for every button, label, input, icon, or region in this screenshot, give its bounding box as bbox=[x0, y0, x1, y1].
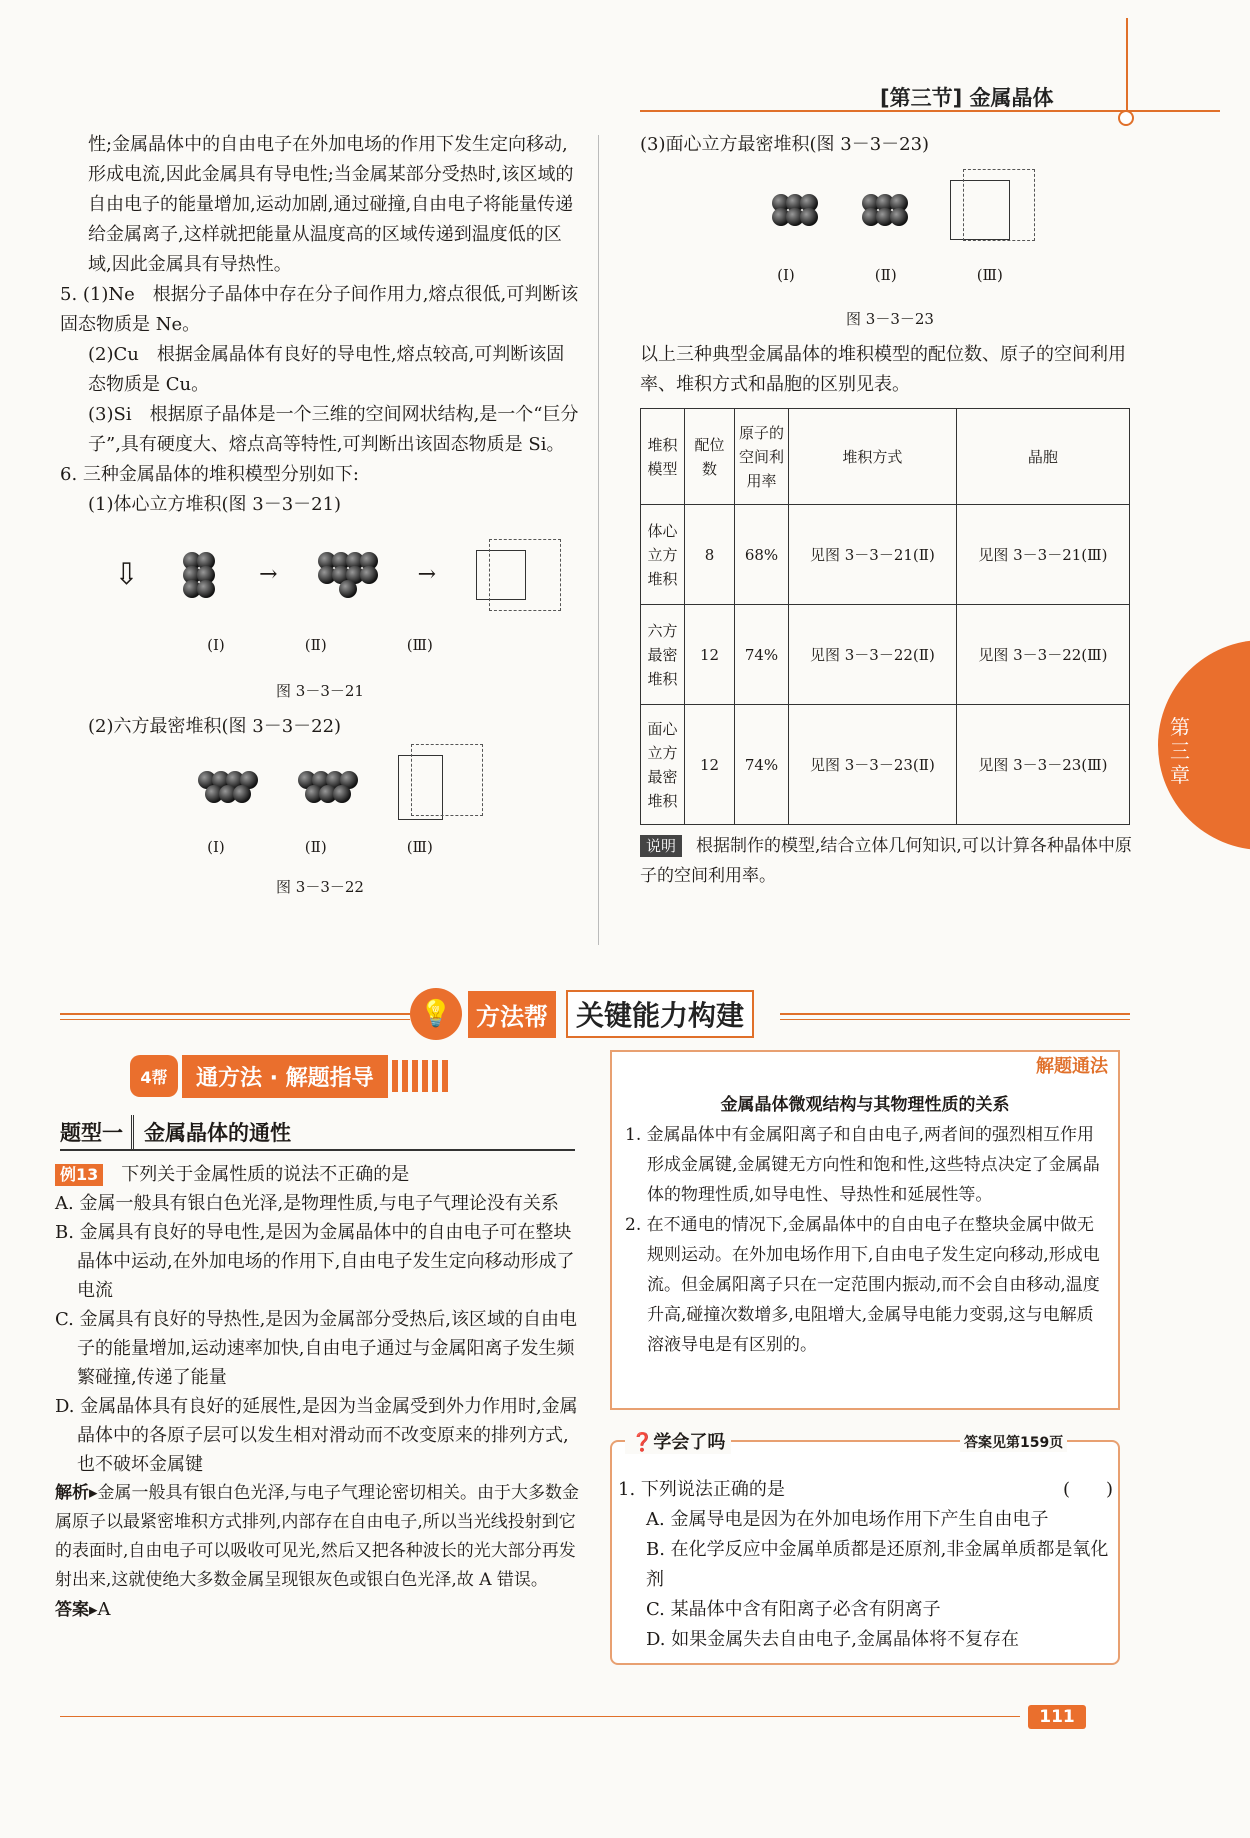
sub-badge: 4帮 bbox=[130, 1055, 178, 1097]
paragraph: 以上三种典型金属晶体的堆积模型的配位数、原子的空间利用率、堆积方式和晶胞的区别见表。 bbox=[640, 344, 1126, 395]
figure-caption: 图 3－3－21 bbox=[276, 682, 364, 700]
answer-label: 答案▸ bbox=[55, 1600, 98, 1620]
figure-labels bbox=[60, 630, 580, 660]
right-arrow-icon: → bbox=[259, 562, 278, 587]
table-cell: 12 bbox=[685, 605, 735, 705]
note-tag: 说明 bbox=[640, 835, 682, 857]
paragraph: (2)Cu 根据金属晶体有良好的导电性,熔点较高,可判断该固态物质是 Cu。 bbox=[88, 344, 565, 395]
type-title bbox=[60, 1115, 575, 1151]
table-header-cell: 配位数 bbox=[685, 409, 735, 505]
table-header-row bbox=[641, 409, 1130, 505]
fig-label: (Ⅱ) bbox=[304, 838, 327, 856]
paragraph: (2)六方最密堆积(图 3－3－22) bbox=[88, 716, 342, 737]
type-label: 题型一 bbox=[60, 1115, 134, 1149]
section-header: [第三节] 金属晶体 bbox=[880, 86, 1054, 110]
note bbox=[640, 831, 1140, 891]
section-banner bbox=[60, 985, 1130, 1045]
unit-cell-image bbox=[950, 180, 1010, 240]
atom-stack-image bbox=[318, 554, 378, 596]
table-row bbox=[641, 705, 1130, 825]
quiz-head bbox=[625, 1428, 731, 1454]
table-cell: 见图 3－3－21(Ⅱ) bbox=[789, 505, 957, 605]
header-dot-icon bbox=[1118, 110, 1134, 126]
paragraph: (3)面心立方最密堆积(图 3－3－23) bbox=[640, 134, 930, 155]
stripes-decoration bbox=[392, 1060, 452, 1092]
quiz-option: A. 金属导电是因为在外加电场作用下产生自由电子 bbox=[646, 1509, 1049, 1530]
table-cell: 8 bbox=[685, 505, 735, 605]
method-content bbox=[625, 1090, 1105, 1360]
paragraph: 性;金属晶体中的自由电子在外加电场的作用下发生定向移动,形成电流,因此金属具有导电性;当金属某部分受热时,该区域的自由电子的能量增加,运动加剧,通过碰撞,自由电子将能量传递给金属离子,这样就把能量从温度高的区域传递到温度低的区域,因此金属具有导热性。 bbox=[88, 134, 574, 275]
table-cell: 见图 3－3－21(Ⅲ) bbox=[956, 505, 1129, 605]
right-column bbox=[640, 130, 1140, 891]
method-item: 2. 在不通电的情况下,金属晶体中的自由电子在整块金属中做无规则运动。在外加电场作用下,自由电子发生定向移动,形成电流。但金属阳离子只在一定范围内振动,而不会自由移动,温度升高,碰撞次数增多,电阻增大,金属导电能力变弱,这与电解质溶液导电是有区别的。 bbox=[625, 1215, 1100, 1355]
paragraph: (1)体心立方堆积(图 3－3－21) bbox=[88, 494, 342, 515]
quiz-option: B. 在化学反应中金属单质都是还原剂,非金属单质都是氧化剂 bbox=[646, 1539, 1109, 1590]
table-header-cell: 堆积模型 bbox=[641, 409, 685, 505]
table-cell: 体心立方堆积 bbox=[641, 505, 685, 605]
table-cell: 见图 3－3－22(Ⅱ) bbox=[789, 605, 957, 705]
example-tag: 例13 bbox=[55, 1164, 103, 1186]
fig-label: (Ⅱ) bbox=[874, 266, 897, 284]
figure-labels bbox=[60, 832, 580, 862]
method-tag: 解题通法 bbox=[1036, 1056, 1108, 1077]
fig-label: (Ⅲ) bbox=[406, 838, 433, 856]
left-column bbox=[60, 130, 580, 908]
banner-part1: 方法帮 bbox=[468, 991, 556, 1038]
fig-label: (Ⅲ) bbox=[976, 266, 1003, 284]
quiz-option: C. 某晶体中含有阳离子必含有阴离子 bbox=[646, 1599, 941, 1620]
quiz-option: D. 如果金属失去自由电子,金属晶体将不复存在 bbox=[646, 1629, 1019, 1650]
table-cell: 见图 3－3－23(Ⅱ) bbox=[789, 705, 957, 825]
answer-text: A bbox=[97, 1599, 111, 1620]
fig-label: (Ⅰ) bbox=[207, 838, 225, 856]
answer-bracket[interactable]: ( ) bbox=[1062, 1479, 1113, 1500]
atom-stack-image bbox=[298, 773, 358, 801]
figure-labels bbox=[640, 260, 1140, 290]
footer-rule bbox=[60, 1716, 1020, 1717]
type-name: 金属晶体的通性 bbox=[144, 1121, 291, 1145]
analysis-text: 金属一般具有银白色光泽,与电子气理论密切相关。由于大多数金属原子以最紧密堆积方式排列,内部存在自由电子,所以当光线投射到它的表面时,自由电子可以吸收可见光,然后又把各种波长的光大部分再发射出来,这就使绝大多数金属呈现银灰色或银白色光泽,故 A 错误。 bbox=[55, 1483, 579, 1590]
paragraph: 6. 三种金属晶体的堆积模型分别如下: bbox=[60, 464, 359, 485]
option: B. 金属具有良好的导电性,是因为金属晶体中的自由电子可在整块晶体中运动,在外加电场的作用下,自由电子发生定向移动形成了电流 bbox=[55, 1222, 575, 1301]
paragraph: 5. (1)Ne 根据分子晶体中存在分子间作用力,熔点很低,可判断该固态物质是 Ne。 bbox=[60, 284, 579, 335]
answer bbox=[55, 1595, 580, 1625]
method-head bbox=[610, 1050, 1120, 1078]
banner-part2: 关键能力构建 bbox=[566, 990, 754, 1038]
question-text: 下列关于金属性质的说法不正确的是 bbox=[121, 1164, 410, 1185]
quiz-content bbox=[618, 1475, 1113, 1655]
atom-stack-image bbox=[860, 196, 910, 224]
figure-3-3-23 bbox=[640, 160, 1140, 260]
example-question bbox=[55, 1160, 580, 1189]
note-text: 根据制作的模型,结合立体几何知识,可以计算各种晶体中原子的空间利用率。 bbox=[640, 836, 1132, 886]
table-cell: 面心立方最密堆积 bbox=[641, 705, 685, 825]
column-divider bbox=[598, 135, 599, 945]
table-cell: 见图 3－3－22(Ⅲ) bbox=[956, 605, 1129, 705]
atom-layers-image bbox=[179, 554, 219, 596]
method-item: 1. 金属晶体中有金属阳离子和自由电子,两者间的强烈相互作用形成金属键,金属键无方向性和饱和性,这些特点决定了金属晶体的物理性质,如导电性、导热性和延展性等。 bbox=[625, 1125, 1100, 1205]
table-cell: 见图 3－3－23(Ⅲ) bbox=[956, 705, 1129, 825]
quiz-question bbox=[618, 1475, 1113, 1505]
analysis-label: 解析▸ bbox=[55, 1483, 98, 1503]
fig-label: (Ⅰ) bbox=[207, 636, 225, 654]
example-block bbox=[55, 1160, 580, 1625]
lightbulb-icon: 💡 bbox=[410, 988, 462, 1040]
table-cell: 74% bbox=[735, 605, 789, 705]
sub-banner bbox=[130, 1055, 452, 1097]
figure-3-3-22 bbox=[60, 742, 580, 832]
option: A. 金属一般具有银白色光泽,是物理性质,与电子气理论没有关系 bbox=[55, 1193, 559, 1214]
paragraph: (3)Si 根据原子晶体是一个三维的空间网状结构,是一个“巨分子”,具有硬度大、熔点高等特性,可判断出该固态物质是 Si。 bbox=[88, 404, 579, 455]
sub-title: 通方法 · 解题指导 bbox=[182, 1055, 388, 1098]
header-vertical-line bbox=[1126, 18, 1128, 114]
figure-caption: 图 3－3－23 bbox=[846, 310, 934, 328]
analysis bbox=[55, 1479, 580, 1595]
table-cell: 六方最密堆积 bbox=[641, 605, 685, 705]
table-row bbox=[641, 505, 1130, 605]
table-row bbox=[641, 605, 1130, 705]
quiz-title: 学会了吗 bbox=[653, 1432, 726, 1453]
atom-layers-image bbox=[198, 773, 258, 801]
atom-layers-image bbox=[770, 196, 820, 224]
table-header-cell: 堆积方式 bbox=[789, 409, 957, 505]
table-cell: 12 bbox=[685, 705, 735, 825]
header-rule bbox=[640, 110, 1220, 112]
fig-label: (Ⅱ) bbox=[304, 636, 327, 654]
unit-cell-image bbox=[476, 550, 526, 600]
option: C. 金属具有良好的导热性,是因为金属部分受热后,该区域的自由电子的能量增加,运动速率加快,自由电子通过与金属阳离子发生频繁碰撞,传递了能量 bbox=[55, 1309, 578, 1388]
fig-label: (Ⅲ) bbox=[406, 636, 433, 654]
table-header-cell: 晶胞 bbox=[956, 409, 1129, 505]
figure-caption: 图 3－3－22 bbox=[276, 878, 364, 896]
down-arrow-icon: ⇩ bbox=[113, 557, 140, 592]
page-number: 111 bbox=[1028, 1705, 1086, 1729]
question-mark-icon: ❓ bbox=[631, 1432, 654, 1453]
method-title: 金属晶体微观结构与其物理性质的关系 bbox=[720, 1095, 1010, 1115]
banner-title bbox=[410, 985, 780, 1043]
table-cell: 68% bbox=[735, 505, 789, 605]
option: D. 金属晶体具有良好的延展性,是因为当金属受到外力作用时,金属晶体中的各原子层可以发生相对滑动而不改变原来的排列方式,也不破坏金属键 bbox=[55, 1396, 578, 1475]
answer-reference: 答案见第159页 bbox=[960, 1432, 1067, 1452]
quiz-question-text: 1. 下列说法正确的是 bbox=[618, 1479, 785, 1500]
right-arrow-icon: → bbox=[417, 562, 436, 587]
chapter-tab-label: 第三章 bbox=[1170, 715, 1190, 787]
fig-label: (Ⅰ) bbox=[777, 266, 795, 284]
unit-cell-image bbox=[398, 755, 443, 820]
table-header-cell: 原子的空间利用率 bbox=[735, 409, 789, 505]
figure-3-3-21 bbox=[60, 520, 580, 630]
comparison-table bbox=[640, 408, 1130, 825]
table-cell: 74% bbox=[735, 705, 789, 825]
